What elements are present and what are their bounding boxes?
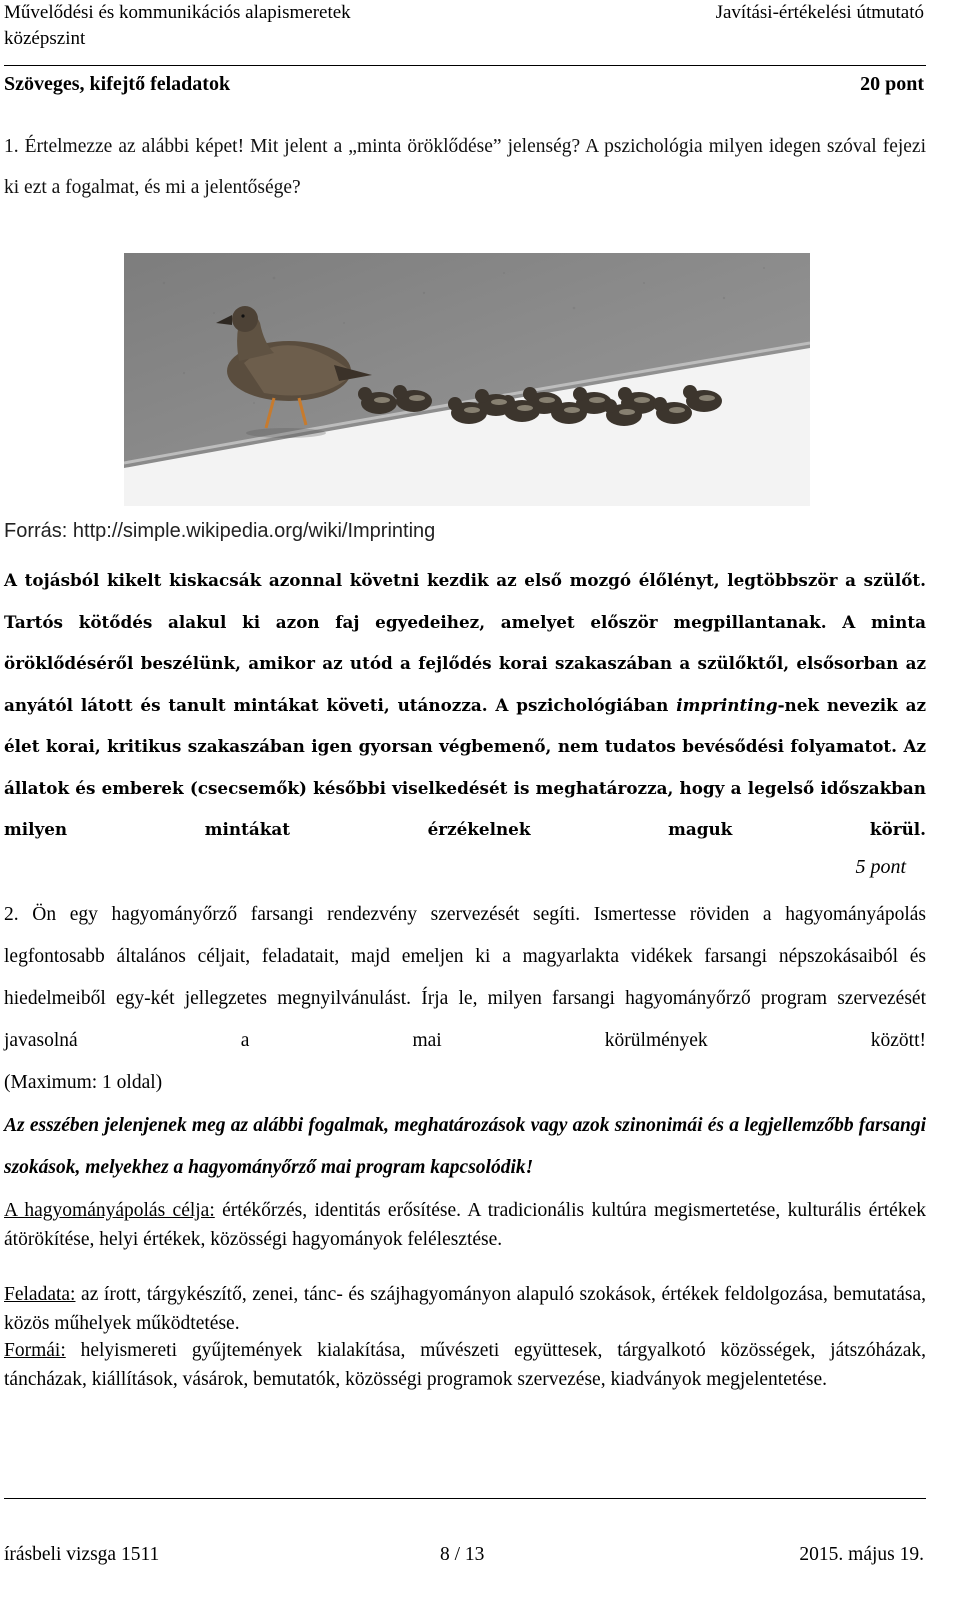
- task-paragraph: [4, 1280, 926, 1338]
- guide-title: Javítási-értékelési útmutató: [715, 2, 924, 23]
- duck-photo: [124, 253, 810, 506]
- exam-code: írásbeli vizsga 1511: [4, 1544, 160, 1565]
- question-1-text: 1. Értelmezze az alábbi képet! Mit jelent a „minta öröklődése” jelenség? A pszichológia milyen idegen szóval fejezi ki ezt a fogalmat, és mi a jelentősége?: [4, 136, 926, 198]
- subject-title: Művelődési és kommunikációs alapismeretek: [4, 2, 351, 23]
- goal-text: értékőrzés, identitás erősítése. A tradicionális kultúra megismertetése, kulturális értékek átörökítése, helyi értékek, közösségi hagyományok felélesztése.: [4, 1200, 926, 1250]
- question-1-answer: [4, 560, 926, 851]
- question-2-body: 2. Ön egy hagyományőrző farsangi rendezvény szervezését segíti. Ismertesse röviden a hagyományápolás legfontosabb általános céljait, feladatait, majd emeljen ki a magyarlakta vidékek farsangi népszokásaiból és hiedelmeiből egy-két jellegzetes megnyilvánulást. Írja le, milyen farsangi hagyományőrző program szervezését javasolná a mai körülmények között!: [4, 904, 926, 1051]
- question-1-points: 5 pont: [855, 856, 906, 878]
- answer-term: imprinting: [676, 694, 778, 715]
- section-title: Szöveges, kifejtő feladatok: [4, 73, 231, 95]
- forms-text: helyismereti gyűjtemények kialakítása, művészeti együttesek, tárgyalkotó közösségek, játszóházak, táncházak, kiállítások, vásárok, bemutatók, közösségi programok szervezése, kiadványok megjelentetése.: [4, 1340, 926, 1390]
- image-source: Forrás: http://simple.wikipedia.org/wiki/Imprinting: [4, 520, 436, 542]
- task-label: Feladata:: [4, 1284, 76, 1305]
- header-left: [4, 0, 351, 52]
- length-note: (Maximum: 1 oldal): [4, 1072, 163, 1093]
- footer-divider: [4, 1498, 926, 1499]
- forms-label: Formái:: [4, 1340, 66, 1361]
- page-number: 8 / 13: [440, 1544, 485, 1565]
- forms-paragraph: [4, 1336, 926, 1394]
- essay-instruction: Az esszében jelenjenek meg az alábbi fogalmak, meghatározások vagy azok szinonimái és a legjellemzőbb farsangi szokások, melyekhez a hagyományőrző mai program kapcsolódik!: [4, 1115, 926, 1178]
- section-points: 20 pont: [860, 73, 924, 95]
- level-label: középszint: [4, 28, 86, 49]
- exam-date: 2015. május 19.: [799, 1544, 924, 1565]
- task-text: az írott, tárgykészítő, zenei, tánc- és szájhagyományon alapuló szokások, értékek feldolgozása, bemutatása, közös műhelyek működtetése.: [4, 1284, 926, 1334]
- goal-label: A hagyományápolás célja:: [4, 1200, 215, 1221]
- header-divider: [4, 65, 926, 66]
- answer-text-1: A tojásból kikelt kiskacsák azonnal követni kezdik az első mozgó élőlényt, legtöbbször a szülőt. Tartós kötődés alakul ki azon faj egyedeihez, amelyet először megpillantanak. A minta öröklődéséről beszélünk, amikor az utód a fejlődés korai szakaszában a szülőktől, elsősorban az anyától látott és tanult mintákat követi, utánozza. A pszichológiában: [4, 570, 926, 715]
- goal-paragraph: [4, 1196, 926, 1254]
- question-2-text: [4, 894, 926, 1104]
- answer-text-2: -nek nevezik az élet korai, kritikus szakaszában igen gyorsan végbemenő, nem tudatos bevésődési folyamatot. Az állatok és emberek (csecsemők) későbbi viselkedését is meghatározza, hogy a legelső időszakban milyen mintákat érzékelnek maguk körül.: [4, 694, 926, 839]
